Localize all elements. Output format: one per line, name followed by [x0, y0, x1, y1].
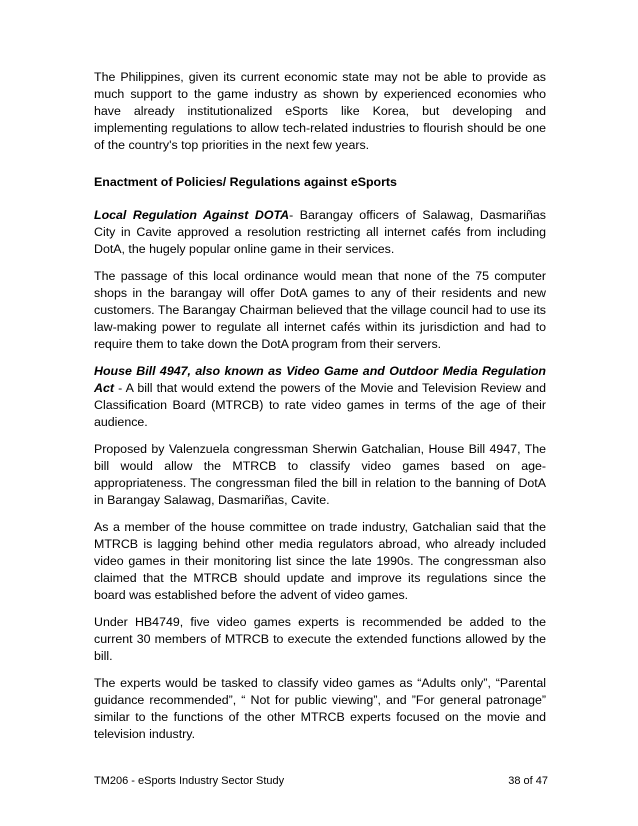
hb4749-paragraph: Under HB4749, five video games experts is recommended be added to the current 30 members of MTRCB to execute the extended functions allowed by the bill.	[94, 615, 546, 663]
house-bill-text: - A bill that would extend the powers of the Movie and Television Review and Classification Board (MTRCB) to rate video games in terms of the age of their audience.	[94, 381, 546, 429]
dota-lead: Local Regulation Against DOTA	[94, 208, 290, 222]
intro-paragraph: The Philippines, given its current economic state may not be able to provide as much support to the game industry as shown by experienced economies who have already institutionalized eSports like Korea, but developing and implementing regulations to allow tech-related industries to flourish should be one of the country's top priorities in the next few years.	[94, 70, 546, 152]
page-body	[94, 69, 546, 753]
house-bill-paragraph	[94, 363, 546, 431]
house-bill-lead: House Bill 4947, also known as Video Game and Outdoor Media Regulation Act	[94, 364, 546, 395]
proposed-paragraph: Proposed by Valenzuela congressman Sherwin Gatchalian, House Bill 4947, The bill would allow the MTRCB to classify video games based on age-appropriateness. The congressman filed the bill in relation to the banning of DotA in Barangay Salawag, Dasmariñas, Cavite.	[94, 442, 546, 507]
dota-text: - Barangay officers of Salawag, Dasmariñas City in Cavite approved a resolution restricting all internet cafés from including DotA, the hugely popular online game in their services.	[94, 208, 546, 256]
passage-paragraph: The passage of this local ordinance would mean that none of the 75 computer shops in the barangay will offer DotA games to any of their residents and new customers. The Barangay Chairman believed that the village council had to use its law-making power to regulate all internet cafés within its jurisdiction and had to require them to take down the DotA program from their servers.	[94, 269, 546, 351]
section-heading: Enactment of Policies/ Regulations against eSports	[94, 175, 397, 189]
experts-paragraph: The experts would be tasked to classify video games as “Adults only”, “Parental guidance recommended”, “ Not for public viewing”, and ”For general patronage” similar to the functions of the other MTRCB experts focused on the movie and television industry.	[94, 676, 546, 741]
dota-paragraph	[94, 207, 546, 258]
page-number: 38 of 47	[508, 775, 548, 787]
footer-title: TM206 - eSports Industry Sector Study	[94, 775, 285, 787]
committee-paragraph: As a member of the house committee on trade industry, Gatchalian said that the MTRCB is lagging behind other media regulators abroad, who already included video games in their monitoring list since the late 1990s. The congressman also claimed that the MTRCB should update and improve its regulations since the board was established before the advent of video games.	[94, 520, 546, 602]
